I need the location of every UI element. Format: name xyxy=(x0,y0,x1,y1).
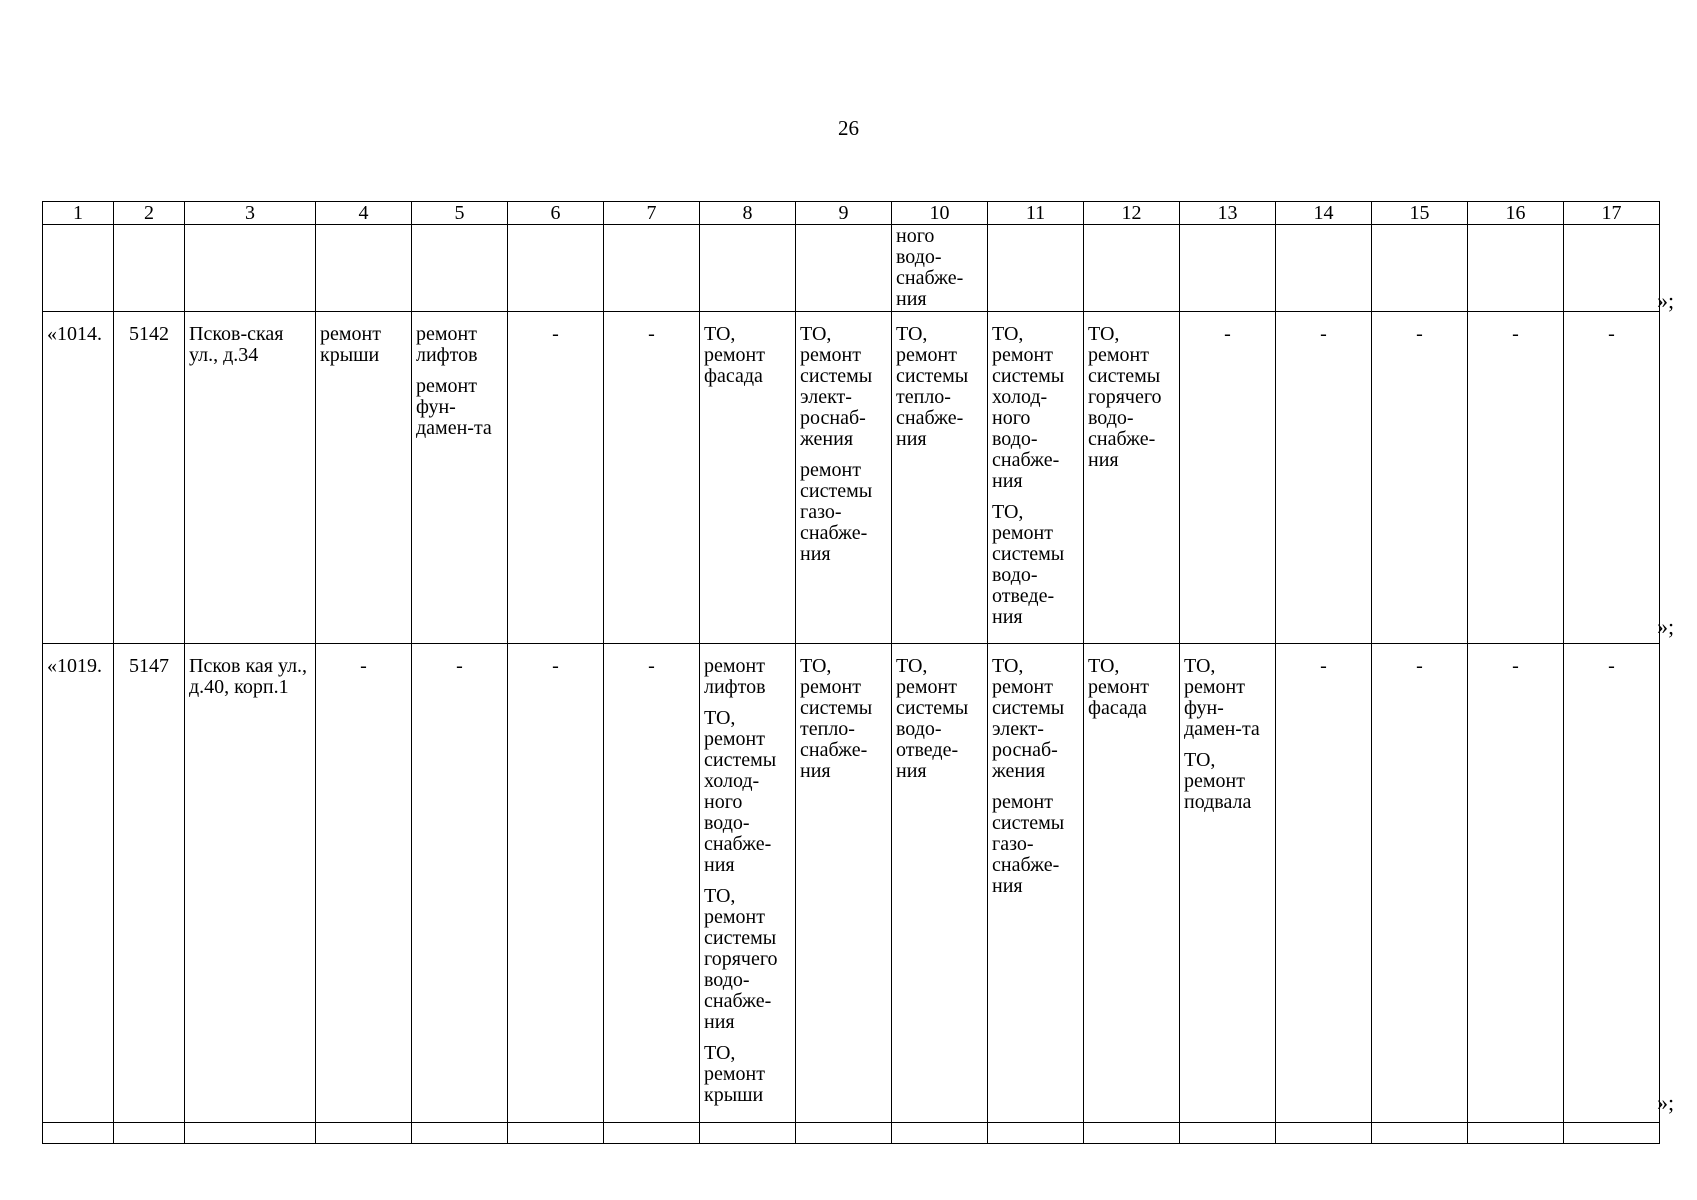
cell-paragraph: ремонт фун-дамен-та xyxy=(416,375,492,439)
table-cell xyxy=(185,225,316,312)
table-cell xyxy=(1372,644,1468,1123)
cell-paragraph: ТО, ремонт фасада xyxy=(704,323,765,387)
table-cell xyxy=(796,225,892,312)
column-number: 3 xyxy=(185,202,316,225)
table-cell xyxy=(988,644,1084,1123)
table-cell xyxy=(412,644,508,1123)
row-end-mark: »; xyxy=(1657,1090,1675,1115)
table-cell xyxy=(43,312,114,644)
table-cell xyxy=(412,312,508,644)
cell-paragraph: «1014. xyxy=(47,323,102,345)
cell-paragraph: ТО, ремонт системы горячего водо-снабже-ния xyxy=(1088,323,1162,471)
cell-paragraph: - xyxy=(1512,655,1519,677)
table-cell xyxy=(796,312,892,644)
cell-paragraph: - xyxy=(1608,323,1615,345)
column-number: 5 xyxy=(412,202,508,225)
table-cell xyxy=(988,225,1084,312)
cell-paragraph: - xyxy=(552,655,559,677)
table-cell xyxy=(1564,312,1660,644)
table-cell xyxy=(1564,225,1660,312)
table-cell xyxy=(114,644,185,1123)
cell-paragraph: ремонт лифтов xyxy=(704,655,766,698)
table-cell xyxy=(185,644,316,1123)
column-number: 17 xyxy=(1564,202,1660,225)
table-cell xyxy=(988,1123,1084,1144)
column-number: 10 xyxy=(892,202,988,225)
table-cell xyxy=(1276,1123,1372,1144)
row-end-mark: »; xyxy=(1657,614,1675,639)
cell-paragraph: Псков-ская ул., д.34 xyxy=(189,323,284,366)
table-cell xyxy=(43,1123,114,1144)
table-cell xyxy=(1084,1123,1180,1144)
cell-paragraph: - xyxy=(552,323,559,345)
cell-paragraph: Псков кая ул., д.40, корп.1 xyxy=(189,655,308,698)
table-cell xyxy=(1372,1123,1468,1144)
cell-paragraph: ТО, ремонт системы горячего водо-снабже-ния xyxy=(704,885,778,1033)
column-number: 15 xyxy=(1372,202,1468,225)
cell-paragraph: - xyxy=(1512,323,1519,345)
table-cell xyxy=(892,225,988,312)
table-cell xyxy=(796,1123,892,1144)
header-row xyxy=(43,202,1660,225)
table-cell xyxy=(508,312,604,644)
table-cell xyxy=(700,225,796,312)
table-row xyxy=(43,312,1660,644)
row-end-mark: »; xyxy=(1657,288,1675,313)
cell-paragraph: ТО, ремонт системы водо-отведе-ния xyxy=(992,501,1065,628)
table-cell xyxy=(1468,1123,1564,1144)
table-cell xyxy=(1564,644,1660,1123)
table-cell xyxy=(604,644,700,1123)
cell-paragraph: ТО, ремонт крыши xyxy=(704,1042,765,1106)
table-row xyxy=(43,644,1660,1123)
table-cell xyxy=(1276,312,1372,644)
cell-paragraph: ТО, ремонт системы холод-ного водо-снабже-ния xyxy=(704,707,777,876)
cell-paragraph: - xyxy=(648,655,655,677)
table-cell xyxy=(604,225,700,312)
column-number: 11 xyxy=(988,202,1084,225)
table-cell xyxy=(1372,225,1468,312)
table-cell xyxy=(1180,312,1276,644)
table-cell xyxy=(604,312,700,644)
column-number: 9 xyxy=(796,202,892,225)
table-cell xyxy=(185,312,316,644)
cell-paragraph: ТО, ремонт подвала xyxy=(1184,749,1252,813)
cell-paragraph: ремонт системы газо-снабже-ния xyxy=(800,459,873,565)
cell-paragraph: ТО, ремонт фасада xyxy=(1088,655,1149,719)
table-cell xyxy=(316,644,412,1123)
column-number: 12 xyxy=(1084,202,1180,225)
column-number: 4 xyxy=(316,202,412,225)
table-cell xyxy=(1564,1123,1660,1144)
column-number: 7 xyxy=(604,202,700,225)
table-cell xyxy=(604,1123,700,1144)
cell-paragraph: - xyxy=(1320,323,1327,345)
cell-paragraph: - xyxy=(1416,655,1423,677)
table-cell xyxy=(1180,1123,1276,1144)
table-cell xyxy=(1468,644,1564,1123)
table-cell xyxy=(1180,225,1276,312)
table-cell xyxy=(412,1123,508,1144)
cell-paragraph: ТО, ремонт системы тепло-снабже-ния xyxy=(896,323,969,450)
table-cell xyxy=(316,1123,412,1144)
column-number: 2 xyxy=(114,202,185,225)
table-cell xyxy=(43,225,114,312)
column-number: 1 xyxy=(43,202,114,225)
cell-paragraph: ТО, ремонт системы элект-роснаб-жения xyxy=(992,655,1065,782)
page-number: 26 xyxy=(838,116,859,140)
table-cell xyxy=(185,1123,316,1144)
table-cell xyxy=(1084,225,1180,312)
table-cell xyxy=(508,1123,604,1144)
table-cell xyxy=(114,312,185,644)
table-cell xyxy=(1468,225,1564,312)
cell-paragraph: 5142 xyxy=(129,323,169,345)
table-cell xyxy=(508,225,604,312)
table-row-empty xyxy=(43,1123,1660,1144)
table-cell xyxy=(892,1123,988,1144)
cell-paragraph: - xyxy=(1224,323,1231,345)
table-cell xyxy=(700,312,796,644)
table-cell xyxy=(988,312,1084,644)
column-number: 8 xyxy=(700,202,796,225)
table-cell xyxy=(1084,312,1180,644)
cell-paragraph: «1019. xyxy=(47,655,102,677)
cell-paragraph: ТО, ремонт системы тепло-снабже-ния xyxy=(800,655,873,782)
cell-paragraph: ТО, ремонт фун-дамен-та xyxy=(1184,655,1260,740)
cell-paragraph: - xyxy=(648,323,655,345)
table-cell xyxy=(796,644,892,1123)
cell-paragraph: ного водо-снабже-ния xyxy=(896,225,964,310)
table-cell xyxy=(114,225,185,312)
column-number: 13 xyxy=(1180,202,1276,225)
cell-paragraph: - xyxy=(360,655,367,677)
table-cell xyxy=(1468,312,1564,644)
column-number: 16 xyxy=(1468,202,1564,225)
cell-paragraph: ремонт крыши xyxy=(320,323,381,366)
table-cell xyxy=(700,1123,796,1144)
column-number: 6 xyxy=(508,202,604,225)
table-cell xyxy=(700,644,796,1123)
table-cell xyxy=(43,644,114,1123)
table-cell xyxy=(508,644,604,1123)
table-cell xyxy=(892,312,988,644)
cell-paragraph: - xyxy=(456,655,463,677)
table-cell xyxy=(1084,644,1180,1123)
table-row xyxy=(43,225,1660,312)
table-cell xyxy=(1372,312,1468,644)
cell-paragraph: - xyxy=(1416,323,1423,345)
cell-paragraph: ТО, ремонт системы элект-роснаб-жения xyxy=(800,323,873,450)
table-cell xyxy=(316,312,412,644)
cell-paragraph: ремонт системы газо-снабже-ния xyxy=(992,791,1065,897)
table-cell xyxy=(412,225,508,312)
table-cell xyxy=(114,1123,185,1144)
cell-paragraph: ТО, ремонт системы холод-ного водо-снабже-ния xyxy=(992,323,1065,492)
cell-paragraph: - xyxy=(1320,655,1327,677)
cell-paragraph: ТО, ремонт системы водо-отведе-ния xyxy=(896,655,969,782)
table-cell xyxy=(892,644,988,1123)
cell-paragraph: 5147 xyxy=(129,655,169,677)
table-cell xyxy=(1276,644,1372,1123)
cell-paragraph: - xyxy=(1608,655,1615,677)
repair-schedule-table xyxy=(42,201,1660,1144)
table-cell xyxy=(316,225,412,312)
table-cell xyxy=(1276,225,1372,312)
table-cell xyxy=(1180,644,1276,1123)
column-number: 14 xyxy=(1276,202,1372,225)
cell-paragraph: ремонт лифтов xyxy=(416,323,478,366)
